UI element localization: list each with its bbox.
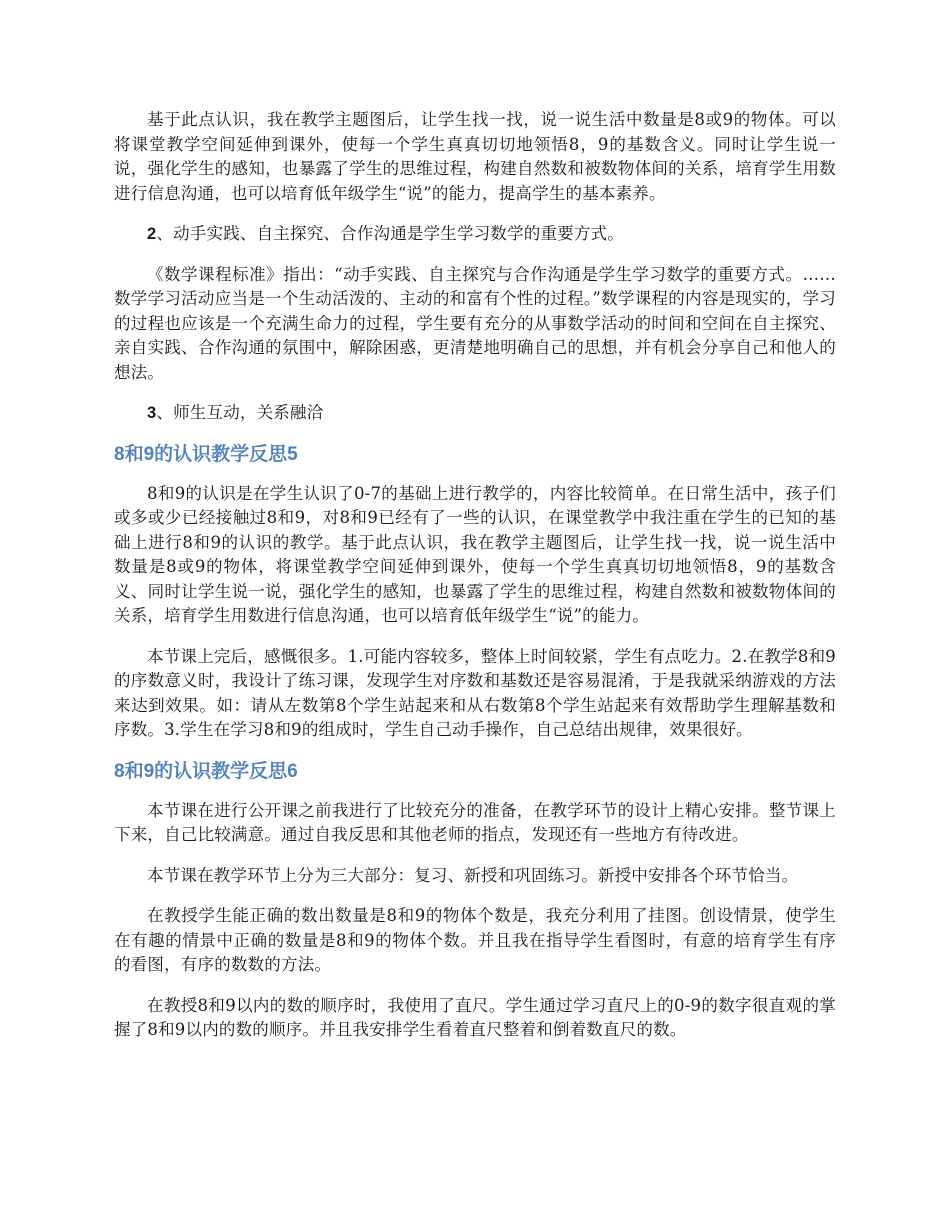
section-heading-reflection-5: 8和9的认识教学反思5 [114,443,298,465]
paragraph-recognition-basis: 基于此点认识，我在教学主题图后，让学生找一找，说一说生活中数量是8或9的物体。可以将课堂教学空间延伸到课外，使每一个学生真真切切地领悟8，9的基数含义。同时让学生说一说，强化学生的感知，也暴露了学生的思维过程，构建自然数和被数物体间的关系，培育学生用数进行信息沟通，也可以培育低年级学生“说”的能力，提高学生的基本素养。 [114,110,836,203]
section-heading-reflection-6: 8和9的认识教学反思6 [114,760,298,782]
point-text: 、动手实践、自主探究、合作沟通是学生学习数学的重要方式。 [156,224,624,243]
point-text: 、师生互动，关系融洽 [156,403,324,422]
numbered-point-3 [114,401,836,426]
paragraph-reflection-6-wall-chart: 在教授学生能正确的数出数量是8和9的物体个数是，我充分利用了挂图。创设情景，使学生在有趣的情景中正确的数量是8和9的物体个数。并且我在指导学生看图时，有意的培育学生有序的看图，有序的数数的方法。 [114,906,836,974]
paragraph-reflection-5-summary: 本节课上完后，感慨很多。1.可能内容较多，整体上时间较紧，学生有点吃力。2.在教学8和9的序数意义时，我设计了练习课，发现学生对序数和基数还是容易混淆，于是我就采纳游戏的方法来达到效果。如：请从左数第8个学生站起来和从右数第8个学生站起来有效帮助学生理解基数和序数。3.学生在学习8和9的组成时，学生自己动手操作，自己总结出规律，效果很好。 [114,646,836,739]
point-number: 2 [147,225,157,243]
paragraph-curriculum-standard: 《数学课程标准》指出：“动手实践、自主探究与合作沟通是学生学习数学的重要方式。……数学学习活动应当是一个生动活泼的、主动的和富有个性的过程。”数学课程的内容是现实的，学习的过程也应该是一个充满生命力的过程，学生要有充分的从事数学活动的时间和空间在自主探究、亲自实践、合作沟通的氛围中，解除困惑，更清楚地明确自己的思想，并有机会分享自己和他人的想法。 [114,264,836,382]
paragraph-reflection-6-ruler: 在教授8和9以内的数的顺序时，我使用了直尺。学生通过学习直尺上的0-9的数字很直观的掌握了8和9以内的数的顺序。并且我安排学生看着直尺整着和倒着数直尺的数。 [114,995,836,1039]
numbered-point-2 [114,222,836,247]
point-number: 3 [147,404,157,422]
paragraph-reflection-5-intro: 8和9的认识是在学生认识了0-7的基础上进行教学的，内容比较简单。在日常生活中，孩子们或多或少已经接触过8和9，对8和9已经有了一些的认识，在课堂教学中我注重在学生的已知的基础上进行8和9的认识的教学。基于此点认识，我在教学主题图后，让学生找一找，说一说生活中数量是8或9的物体，将课堂教学空间延伸到课外，使每一个学生真真切切地领悟8，9的基数含义、同时让学生说一说，强化学生的感知，也暴露了学生的思维过程，构建自然数和被数物体间的关系，培育学生用数进行信息沟通，也可以培育低年级学生“说”的能力。 [114,483,836,625]
paragraph-reflection-6-intro: 本节课在进行公开课之前我进行了比较充分的准备，在教学环节的设计上精心安排。整节课上下来，自己比较满意。通过自我反思和其他老师的指点，发现还有一些地方有待改进。 [114,800,836,844]
paragraph-reflection-6-structure: 本节课在教学环节上分为三大部分：复习、新授和巩固练习。新授中安排各个环节恰当。 [147,865,799,885]
